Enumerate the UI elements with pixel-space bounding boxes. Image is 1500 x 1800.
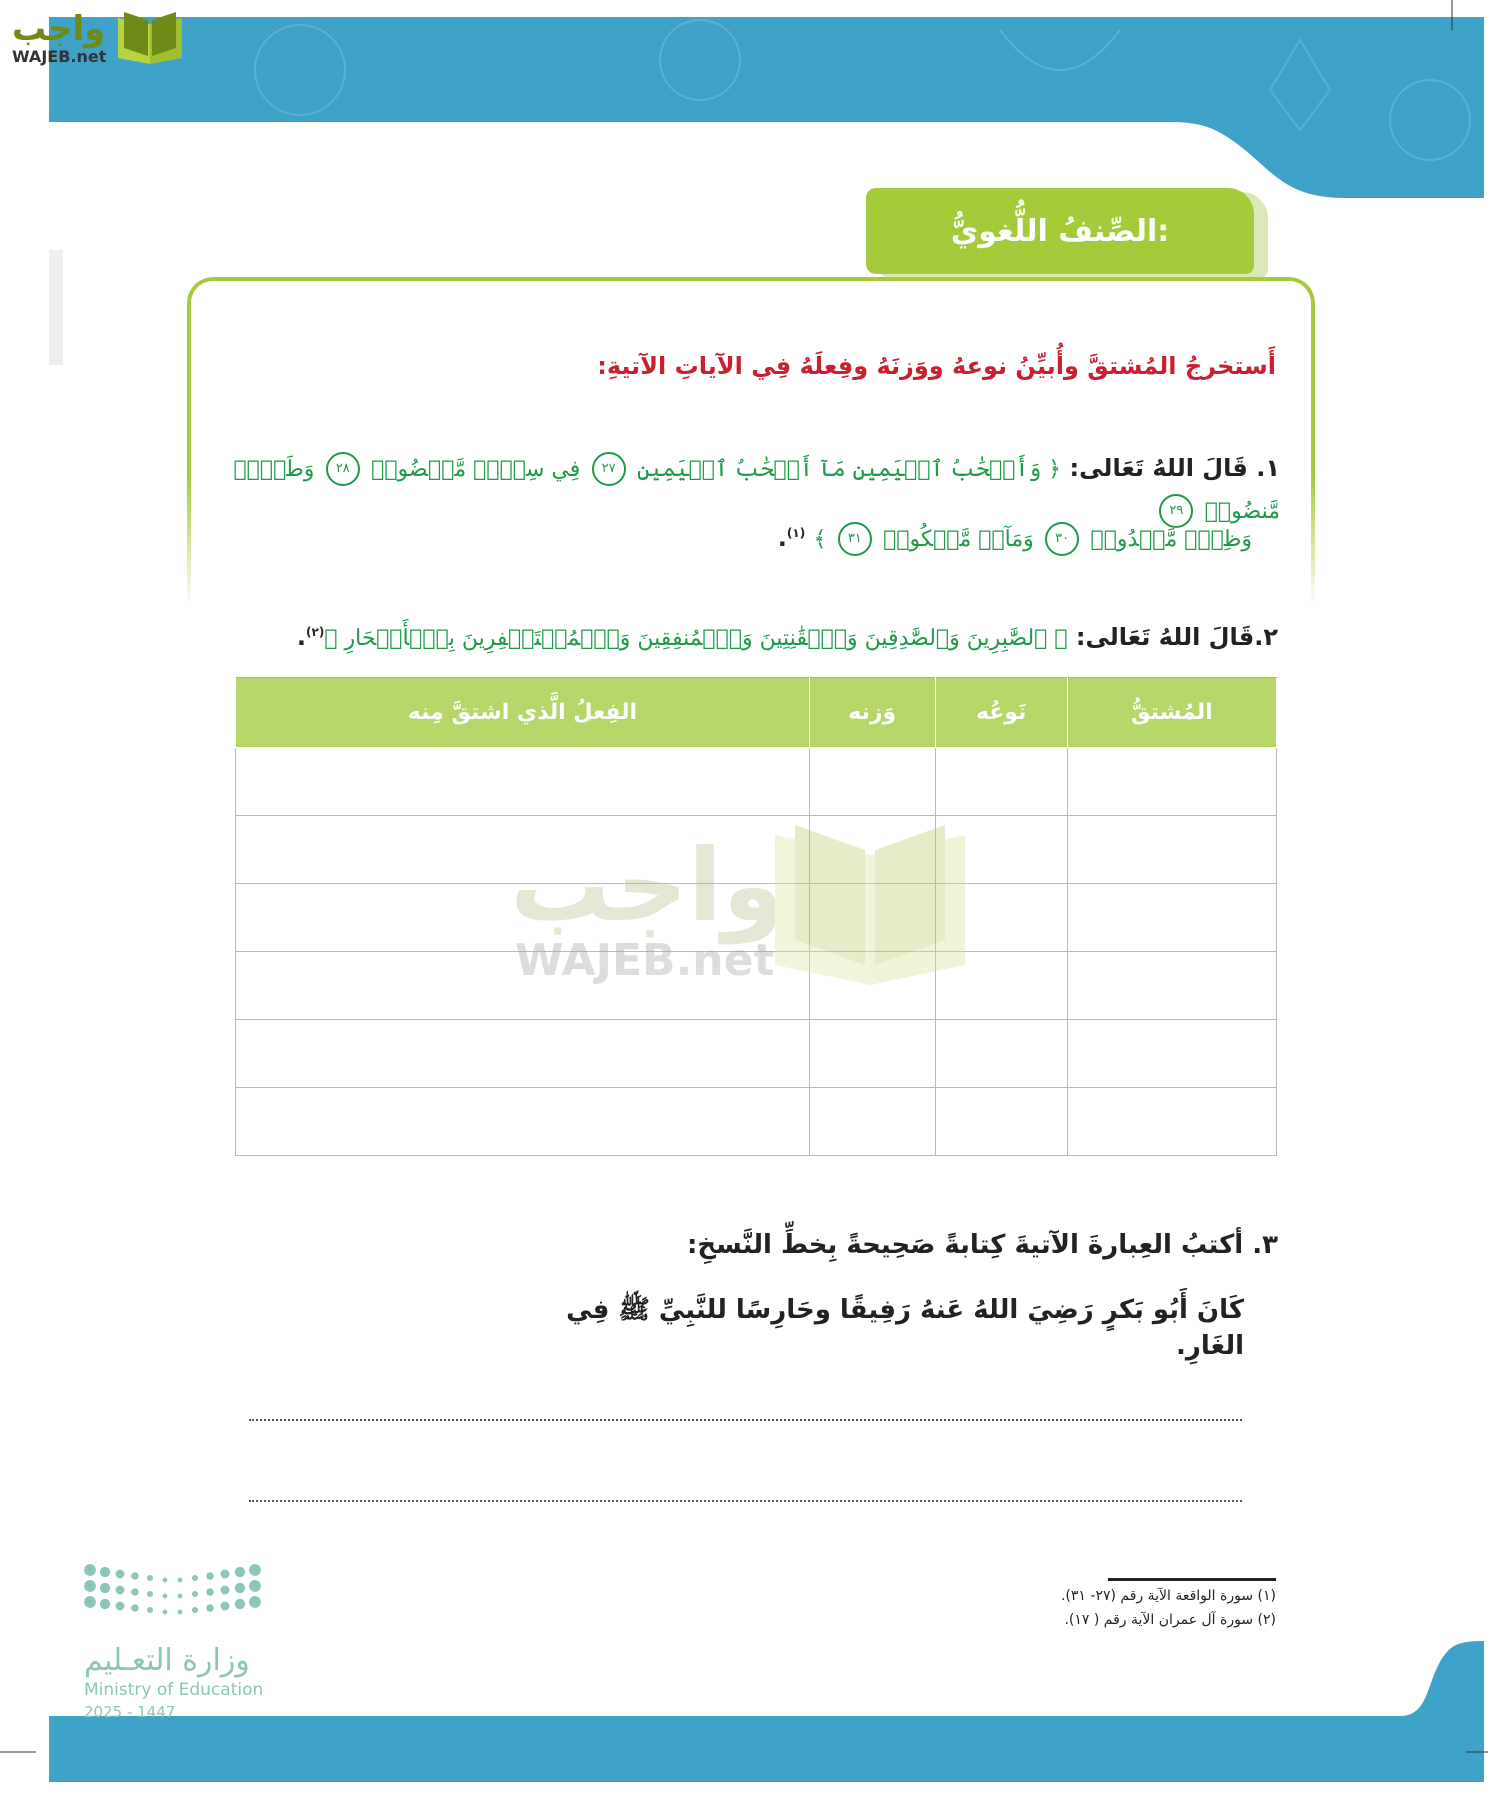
logo-dot [116, 1586, 125, 1595]
ayah-marker: ٣٠ [1045, 522, 1079, 556]
ministry-logo-dots [84, 1562, 264, 1636]
table-cell[interactable] [1067, 952, 1276, 1020]
logo-dot [178, 1578, 183, 1583]
logo-dot [192, 1607, 198, 1613]
logo-dot [163, 1594, 168, 1599]
logo-dot [235, 1567, 245, 1577]
table-cell[interactable] [1067, 748, 1276, 816]
logo-dot [100, 1567, 110, 1577]
question-number: ٢. [1254, 623, 1278, 651]
logo-dot [84, 1580, 96, 1592]
logo-dot [192, 1591, 198, 1597]
table-row [236, 1088, 1277, 1156]
footnote-ref: (٢) [306, 625, 325, 639]
table-row [236, 748, 1277, 816]
verse-text: وَظِلّٖ مَّمۡدُودٖ [1090, 527, 1252, 552]
column-header: وَزنه [809, 678, 935, 748]
column-header: الفِعلُ الَّذي اشتقَّ مِنه [236, 678, 810, 748]
logo-dot [131, 1604, 139, 1612]
footnote-ref: (١) [786, 526, 806, 540]
svg-text:واجب: واجب [510, 827, 785, 944]
footnote: (٢) سورة آل عمران الآية رقم ( ١٧). [1064, 1612, 1276, 1628]
table-cell[interactable] [809, 1020, 935, 1088]
logo-dot [206, 1572, 214, 1580]
table-cell[interactable] [1067, 884, 1276, 952]
wajeb-logo [10, 6, 200, 72]
logo-dot [249, 1564, 261, 1576]
logo-dot [249, 1580, 261, 1592]
svg-text:WAJEB.net: WAJEB.net [515, 935, 775, 986]
logo-dot [178, 1594, 183, 1599]
svg-text:واجب: واجب [12, 9, 106, 49]
verse-text: ﴾ [813, 527, 827, 552]
table-cell[interactable] [1067, 816, 1276, 884]
verse-text: فِي سِدۡرٖ مَّخۡضُودٖ [371, 457, 581, 482]
footnote-divider [1108, 1578, 1276, 1581]
logo-dot [192, 1575, 198, 1581]
logo-dot [100, 1583, 110, 1593]
ministry-name-en: Ministry of Education [84, 1680, 264, 1700]
question-lead: قَالَ اللهُ تَعَالى: [1069, 454, 1248, 482]
table-cell[interactable] [935, 748, 1067, 816]
logo-dot [235, 1599, 245, 1609]
ayah-marker: ٢٧ [592, 452, 626, 486]
question-3-sentence: كَانَ أَبُو بَكرٍ رَضِيَ اللهُ عَنهُ رَفِيقًا وحَارِسًا للنَّبِيِّ ﷺ فِي الغَارِ. [566, 1295, 1244, 1361]
logo-dot [147, 1591, 153, 1597]
question-3-prompt: ٣. أكتبُ العِبارةَ الآتيةَ كِتابةً صَحِيحةً بِخطِّ النَّسخِ: [687, 1230, 1278, 1260]
ayah-marker: ٢٩ [1159, 494, 1193, 528]
table-cell[interactable] [236, 1088, 810, 1156]
logo-dot [100, 1599, 110, 1609]
logo-dot [221, 1570, 230, 1579]
question-1-line-2: وَظِلّٖ مَّمۡدُودٖ ٣٠ وَمَآءٖ مَّسۡكُوبٖ ٣١ ﴾ $^{(١)}$. [600, 518, 1252, 560]
verse-text: ﴿ وَأَصۡحَٰبُ ٱلۡيَمِينِ مَآ أَصۡحَٰبُ ٱلۡيَمِينِ [637, 457, 1062, 482]
instruction: أَستخرجُ المُشتقَّ وأُبيِّنُ نوعهُ ووَزنَهُ وفِعلَهُ فِي الآياتِ الآتيةِ: [597, 352, 1276, 380]
ayah-marker: ٣١ [838, 522, 872, 556]
logo-dot [116, 1602, 125, 1611]
table-cell[interactable] [1067, 1088, 1276, 1156]
svg-text:WAJEB.net: WAJEB.net [12, 47, 107, 66]
logo-dot [206, 1588, 214, 1596]
table-cell[interactable] [236, 1020, 810, 1088]
answer-line[interactable] [249, 1500, 1242, 1502]
verse-text: وَطَلۡحٖ مَّنضُودٖ [233, 457, 1280, 524]
logo-dot [163, 1610, 168, 1615]
logo-dot [249, 1596, 261, 1608]
logo-dot [178, 1610, 183, 1615]
verse-text: وَمَآءٖ مَّسۡكُوبٖ [883, 527, 1034, 552]
watermark [500, 815, 1000, 999]
column-header: المُشتقُّ [1067, 678, 1276, 748]
table-cell[interactable] [236, 748, 810, 816]
table-cell[interactable] [935, 1088, 1067, 1156]
logo-dot [163, 1578, 168, 1583]
column-header: نَوعُه [935, 678, 1067, 748]
logo-dot [206, 1604, 214, 1612]
question-lead: قَالَ اللهُ تَعَالى: [1075, 623, 1255, 651]
question-2: ٢.قَالَ اللهُ تَعَالى: ﴿ ٱلصَّٰبِرِينَ وَٱلصَّٰدِقِينَ وَٱلۡقَٰنِتِينَ وَٱلۡمُنفِقِينَ وَٱلۡمُسۡتَغۡفِرِينَ بِٱلۡأَسۡحَارِ ﴾$^{(٢)}$. [296, 623, 1278, 651]
section-title: الصِّنفُ اللُّغويُّ: [866, 188, 1254, 274]
logo-dot [84, 1596, 96, 1608]
ministry-name-ar: وزارة التعـليم [84, 1643, 250, 1678]
logo-dot [84, 1564, 96, 1576]
table-cell[interactable] [1067, 1020, 1276, 1088]
footnote: (١) سورة الواقعة الآية رقم (٢٧- ٣١). [1060, 1588, 1276, 1604]
ayah-marker: ٢٨ [326, 452, 360, 486]
question-number: ١. [1256, 454, 1280, 482]
table-row [236, 1020, 1277, 1088]
logo-dot [147, 1575, 153, 1581]
logo-dot [221, 1586, 230, 1595]
logo-dot [221, 1602, 230, 1611]
table-cell[interactable] [809, 1088, 935, 1156]
answer-line[interactable] [249, 1419, 1242, 1421]
logo-dot [116, 1570, 125, 1579]
logo-dot [147, 1607, 153, 1613]
table-cell[interactable] [935, 1020, 1067, 1088]
logo-dot [131, 1588, 139, 1596]
verse-text: ﴿ ٱلصَّٰبِرِينَ وَٱلصَّٰدِقِينَ وَٱلۡقَٰنِتِينَ وَٱلۡمُنفِقِينَ وَٱلۡمُسۡتَغۡفِرِينَ بِٱلۡأَسۡحَارِ ﴾ [324, 626, 1068, 651]
logo-dot [235, 1583, 245, 1593]
table-cell[interactable] [809, 748, 935, 816]
ministry-year: 2025 - 1447 [84, 1703, 176, 1721]
logo-dot [131, 1572, 139, 1580]
page-number: ١٦٠ [1322, 1672, 1374, 1710]
